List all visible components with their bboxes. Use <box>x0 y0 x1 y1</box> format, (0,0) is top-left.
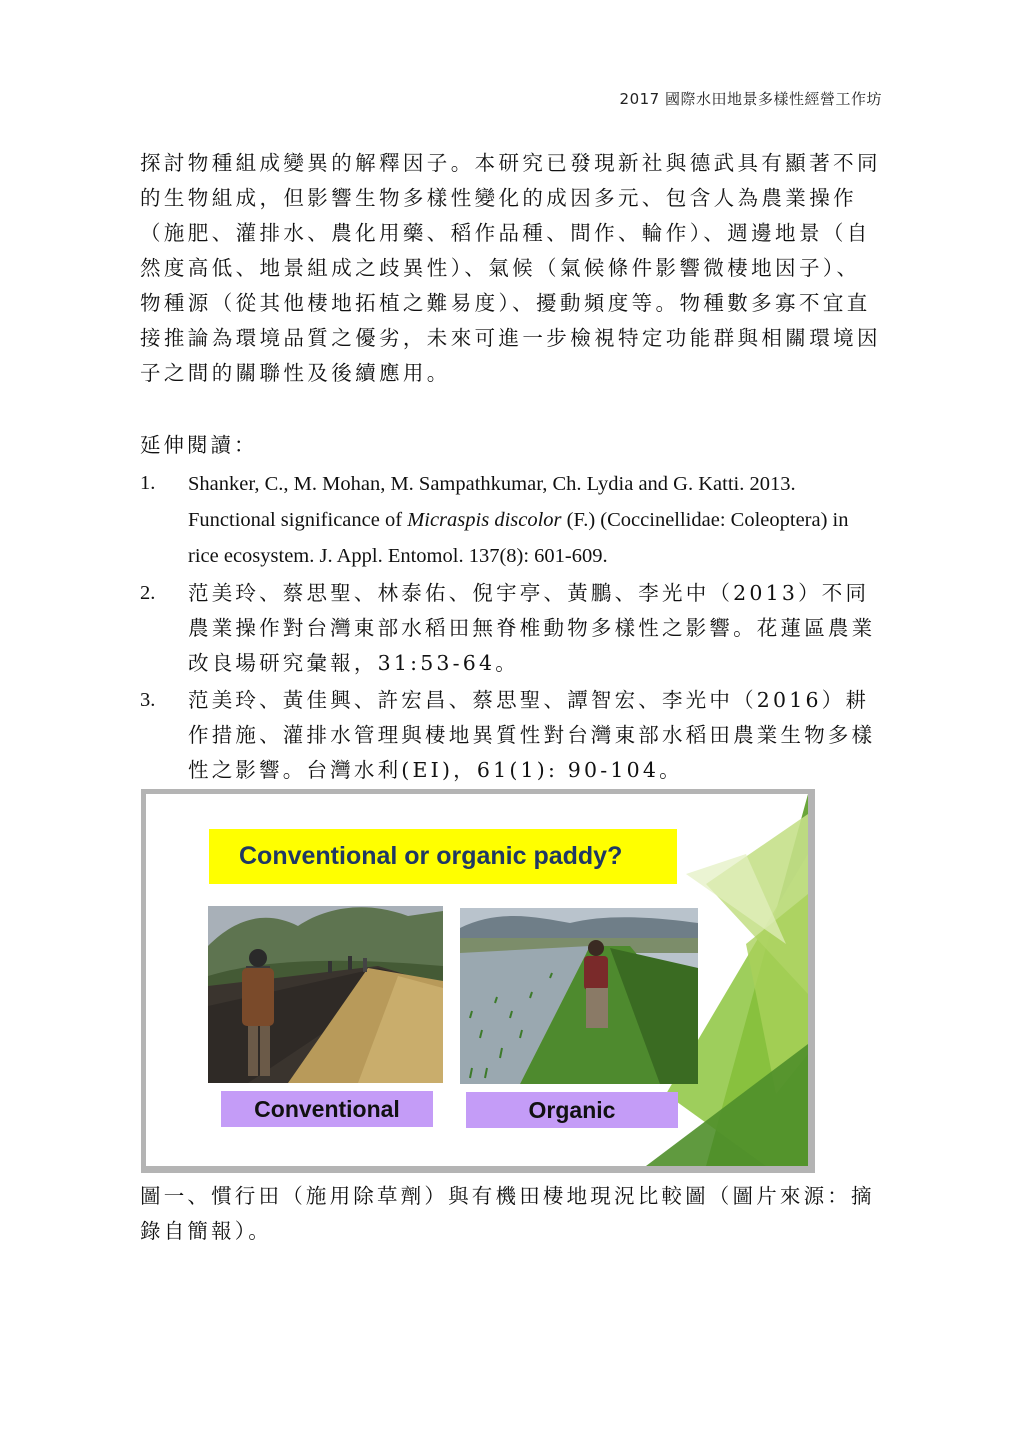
conventional-label: Conventional <box>221 1091 433 1127</box>
species-name: Micraspis discolor <box>407 509 562 531</box>
slide-figure <box>141 789 815 1173</box>
reference-list <box>140 466 884 790</box>
slide-canvas <box>146 794 808 1166</box>
page-header: 2017 國際水田地景多樣性經營工作坊 <box>619 90 882 108</box>
reference-item <box>140 466 884 574</box>
conventional-paddy-photo <box>208 906 443 1083</box>
slide-title: Conventional or organic paddy? <box>209 829 677 884</box>
reference-text: Shanker, C., M. Mohan, M. Sampathkumar, Ch. Lydia and G. Katti. 2013. Functional significance of Micraspis discolor (F.) (Coccinellidae: Coleoptera) in rice ecosystem. J. Appl. Entomol. 137(8): 601-609. <box>188 473 849 567</box>
extended-reading-label: 延伸閱讀： <box>140 433 258 457</box>
reference-number: 3. <box>140 689 156 711</box>
organic-label: Organic <box>466 1092 678 1128</box>
figure-caption: 圖一、慣行田（施用除草劑）與有機田棲地現況比較圖（圖片來源：摘錄自簡報）。 <box>140 1184 875 1243</box>
body-paragraph: 探討物種組成變異的解釋因子。本研究已發現新社與德武具有顯著不同的生物組成，但影響生物多樣性變化的成因多元、包含人為農業操作（施肥、灌排水、農化用藥、稻作品種、間作、輪作）、週邊地景（自然度高低、地景組成之歧異性）、氣候（氣候條件影響微棲地因子）、物種源（從其他棲地拓植之難易度）、擾動頻度等。物種數多寡不宜直接推論為環境品質之優劣，未來可進一步檢視特定功能群與相關環境因子之間的關聯性及後續應用。 <box>140 151 881 385</box>
reference-item <box>140 576 884 681</box>
reference-text: 范美玲、蔡思聖、林泰佑、倪宇亭、黃鵬、李光中（2013）不同農業操作對台灣東部水稻田無脊椎動物多樣性之影響。花蓮區農業改良場研究彙報，31:53-64。 <box>188 581 876 675</box>
reference-number: 1. <box>140 472 156 494</box>
reference-number: 2. <box>140 582 156 604</box>
organic-paddy-photo <box>460 908 698 1084</box>
reference-item <box>140 683 884 788</box>
reference-text: 范美玲、黃佳興、許宏昌、蔡思聖、譚智宏、李光中（2016）耕作措施、灌排水管理與棲地異質性對台灣東部水稻田農業生物多樣性之影響。台灣水利(EI)，61(1): 90-104。 <box>188 688 876 782</box>
